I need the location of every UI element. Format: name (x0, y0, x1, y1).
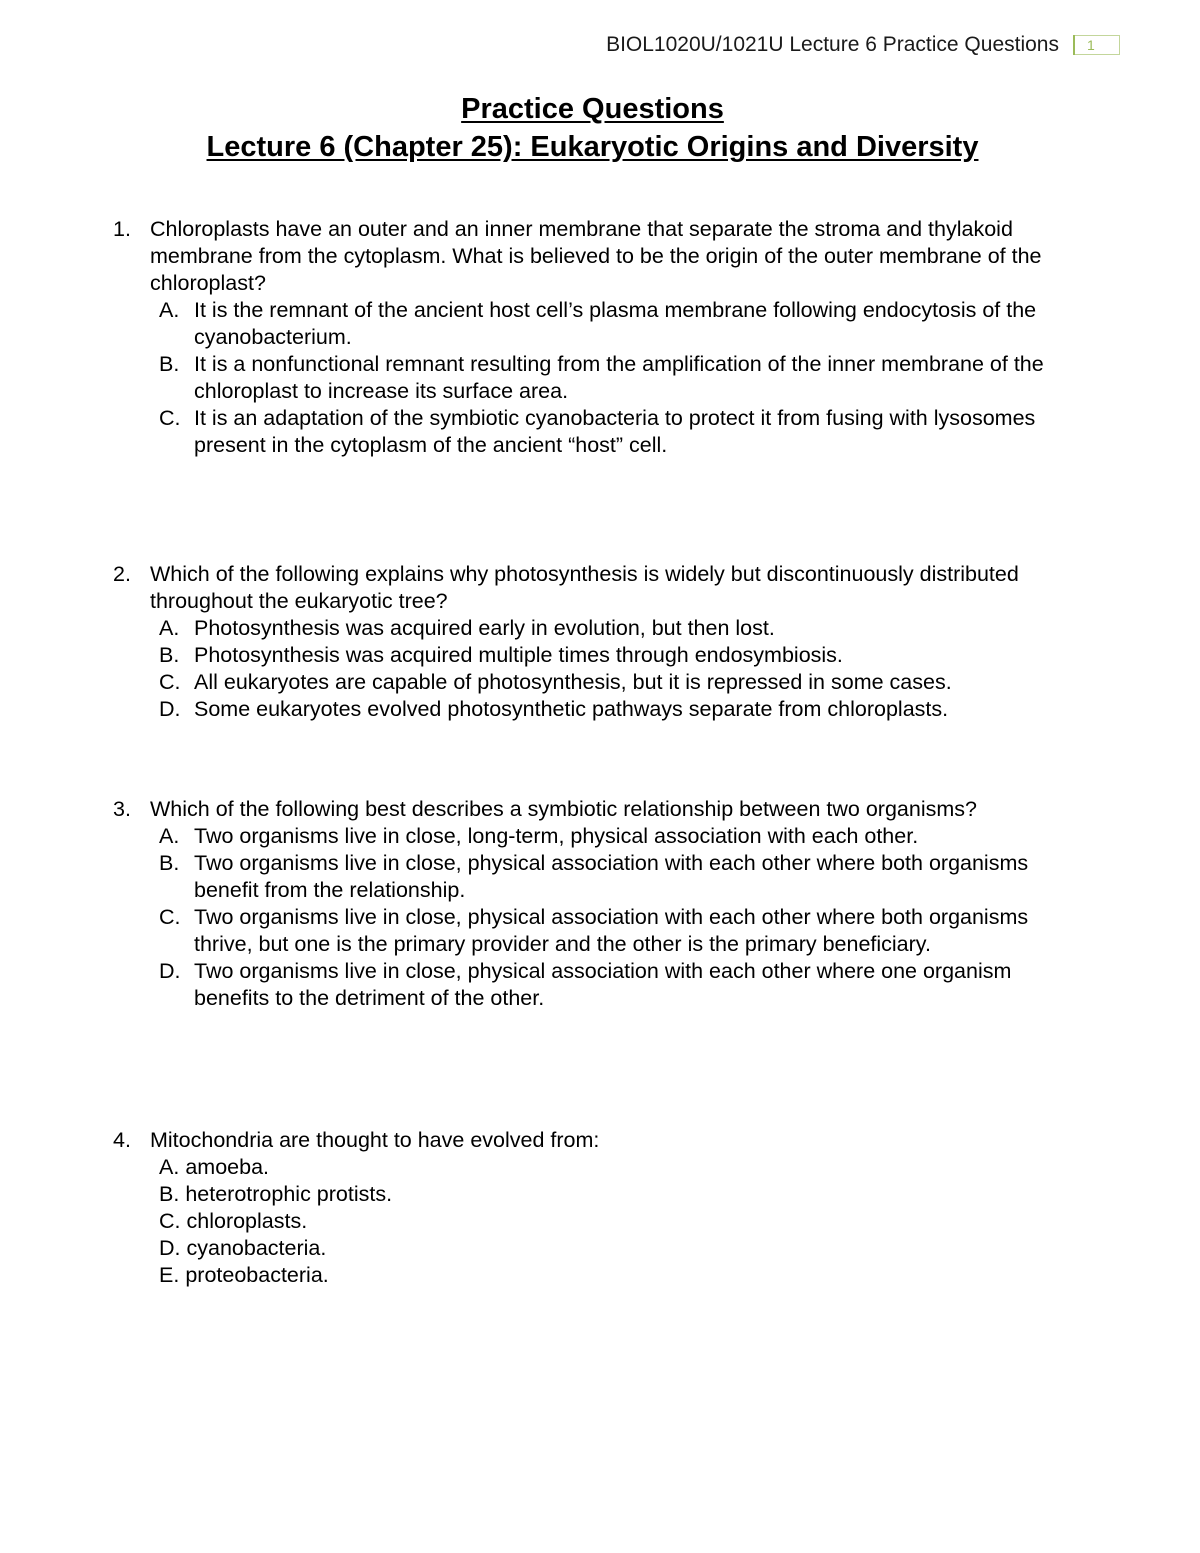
option-letter: A. (159, 824, 180, 848)
question-number: 2. (113, 562, 131, 586)
answer-options (113, 297, 1073, 459)
option-text: It is an adaptation of the symbiotic cyanobacteria to protect it from fusing with lysosomes present in the cytoplasm of the ancient “host” cell. (194, 406, 1036, 457)
option-letter: A. (159, 298, 180, 322)
answer-option (113, 904, 1073, 958)
page-number-badge (1073, 35, 1120, 55)
answer-option (113, 696, 1073, 723)
question-text: Chloroplasts have an outer and an inner membrane that separate the stroma and thylakoid membrane from the cytoplasm. What is believed to be the origin of the outer membrane of the chloroplast? (150, 217, 1042, 295)
answer-option (113, 351, 1073, 405)
answer-option (113, 1154, 1073, 1181)
option-text: It is a nonfunctional remnant resulting from the amplification of the inner membrane of the chloroplast to increase its surface area. (194, 352, 1044, 403)
option-text: proteobacteria. (185, 1263, 329, 1287)
option-letter: B. (159, 851, 180, 875)
question-text: Which of the following best describes a symbiotic relationship between two organisms? (150, 797, 977, 821)
option-letter: C. (159, 905, 181, 929)
question-4 (113, 1127, 1073, 1289)
answer-option (113, 1262, 1073, 1289)
option-letter: D. (159, 697, 181, 721)
option-letter: D. (159, 959, 181, 983)
option-letter: A. (159, 1155, 180, 1179)
question-text: Which of the following explains why photosynthesis is widely but discontinuously distributed throughout the eukaryotic tree? (150, 562, 1019, 613)
option-text: chloroplasts. (186, 1209, 308, 1233)
question-number: 3. (113, 797, 131, 821)
option-text: All eukaryotes are capable of photosynthesis, but it is repressed in some cases. (194, 670, 952, 694)
option-text: It is the remnant of the ancient host cell’s plasma membrane following endocytosis of the cyanobacterium. (194, 298, 1037, 349)
question-3 (113, 796, 1073, 1012)
document-title (0, 90, 1185, 166)
answer-option (113, 823, 1073, 850)
option-letter: B. (159, 352, 180, 376)
option-letter: B. (159, 1182, 180, 1206)
option-text: Photosynthesis was acquired early in evolution, but then lost. (194, 616, 775, 640)
title-line-1: Practice Questions (461, 93, 724, 125)
option-text: Two organisms live in close, physical association with each other where one organism benefits to the detriment of the other. (194, 959, 1012, 1010)
answer-option (113, 1208, 1073, 1235)
answer-option (113, 642, 1073, 669)
question-1 (113, 216, 1073, 459)
answer-option (113, 958, 1073, 1012)
question-stem (113, 1127, 1073, 1154)
answer-option (113, 669, 1073, 696)
option-text: Some eukaryotes evolved photosynthetic pathways separate from chloroplasts. (194, 697, 949, 721)
answer-option (113, 405, 1073, 459)
option-text: Photosynthesis was acquired multiple times through endosymbiosis. (194, 643, 843, 667)
answer-option (113, 1235, 1073, 1262)
question-number: 4. (113, 1128, 131, 1152)
option-letter: A. (159, 616, 180, 640)
question-number: 1. (113, 217, 131, 241)
option-letter: E. (159, 1263, 180, 1287)
page-number: 1 (1087, 37, 1095, 53)
option-text: Two organisms live in close, physical association with each other where both organisms benefit from the relationship. (194, 851, 1029, 902)
question-text: Mitochondria are thought to have evolved from: (150, 1128, 600, 1152)
answer-option (113, 297, 1073, 351)
option-text: amoeba. (185, 1155, 269, 1179)
option-text: Two organisms live in close, physical association with each other where both organisms thrive, but one is the primary provider and the other is the primary beneficiary. (194, 905, 1029, 956)
title-line-2: Lecture 6 (Chapter 25): Eukaryotic Origins and Diversity (206, 131, 979, 163)
question-stem (113, 561, 1073, 615)
answer-options (113, 615, 1073, 723)
option-letter: C. (159, 1209, 181, 1233)
answer-option (113, 1181, 1073, 1208)
option-letter: C. (159, 406, 181, 430)
option-letter: D. (159, 1236, 181, 1260)
question-stem (113, 216, 1073, 297)
question-stem (113, 796, 1073, 823)
option-text: Two organisms live in close, long-term, physical association with each other. (194, 824, 919, 848)
option-text: heterotrophic protists. (185, 1182, 393, 1206)
option-letter: B. (159, 643, 180, 667)
answer-options (113, 823, 1073, 1012)
answer-options (113, 1154, 1073, 1289)
option-text: cyanobacteria. (186, 1236, 327, 1260)
answer-option (113, 615, 1073, 642)
question-2 (113, 561, 1073, 723)
running-title: BIOL1020U/1021U Lecture 6 Practice Questions (606, 33, 1059, 56)
answer-option (113, 850, 1073, 904)
running-header (606, 32, 1120, 58)
option-letter: C. (159, 670, 181, 694)
